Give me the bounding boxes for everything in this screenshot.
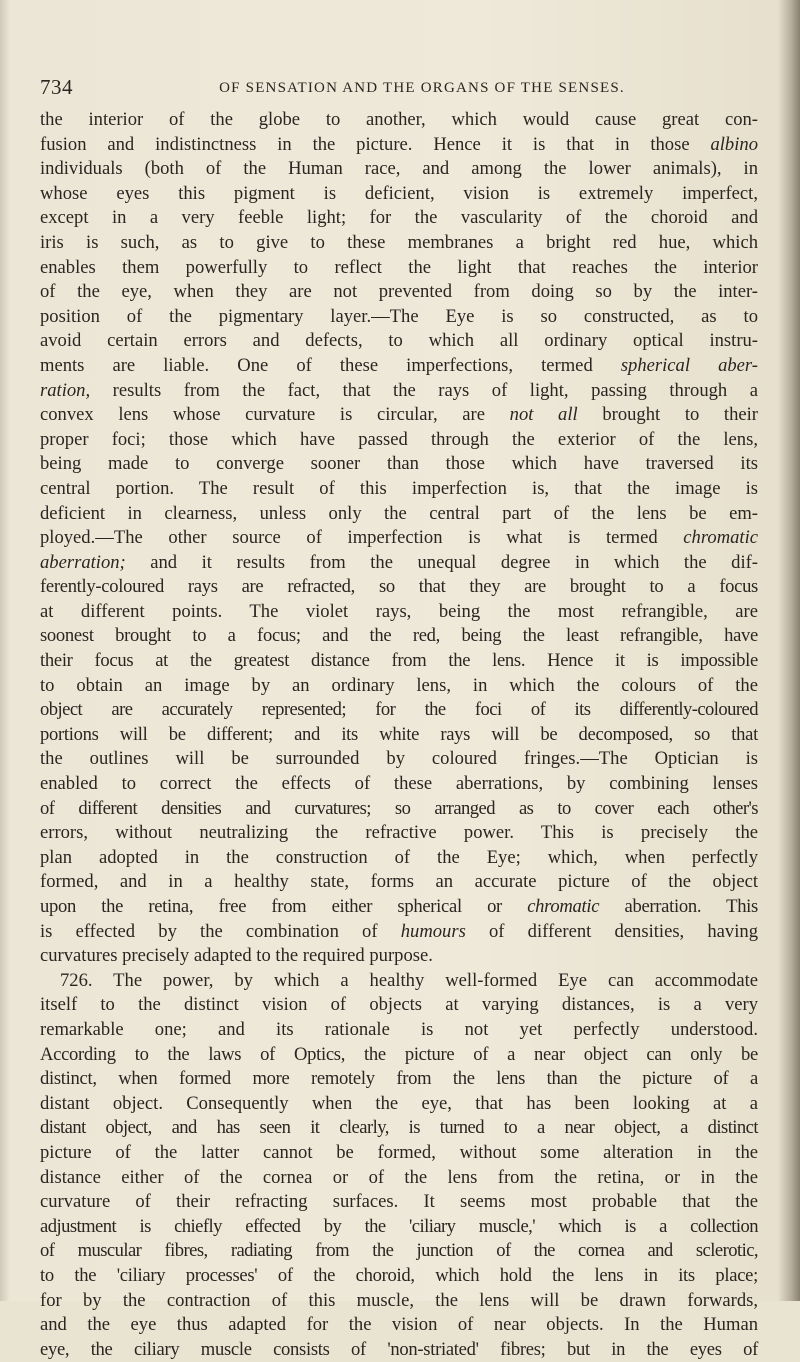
text-line: ration, results from the fact, that the rays of light, passing through a	[40, 379, 758, 401]
page-number: 734	[40, 75, 73, 99]
text-line: the outlines will be surrounded by coloured fringes.—The Optician is	[40, 748, 758, 770]
text-line: of the eye, when they are not prevented from doing so by the inter-	[40, 281, 758, 303]
running-head: OF SENSATION AND THE ORGANS OF THE SENSES.	[219, 80, 625, 96]
text-line: upon the retina, free from either spherical or chromatic aberration. This	[40, 896, 758, 917]
text-line: ments are liable. One of these imperfections, termed spherical aber-	[40, 354, 758, 376]
text-line: ferently-coloured rays are refracted, so that they are brought to a focus	[40, 576, 758, 598]
text-line: except in a very feeble light; for the vascularity of the choroid and	[40, 207, 758, 229]
text-line: and the eye thus adapted for the vision of near objects. In the Human	[40, 1314, 758, 1336]
text-line: fusion and indistinctness in the picture. Hence it is that in those albino	[40, 133, 758, 155]
text-line: According to the laws of Optics, the picture of a near object can only be	[40, 1043, 758, 1065]
text-line: enabled to correct the effects of these aberrations, by combining lenses	[40, 773, 758, 795]
text-line: distant object, and has seen it clearly, is turned to a near object, a distinct	[40, 1117, 758, 1139]
text-line: soonest brought to a focus; and the red, being the least refrangible, have	[40, 625, 758, 647]
text-line: remarkable one; and its rationale is not yet perfectly understood.	[40, 1018, 758, 1040]
text-line: of different densities and curvatures; so arranged as to cover each other's	[40, 797, 758, 819]
text-line: deficient in clearness, unless only the central part of the lens be em-	[40, 502, 758, 524]
text-line: individuals (both of the Human race, and among the lower animals), in	[40, 158, 758, 180]
text-line: the interior of the globe to another, which would cause great con-	[40, 109, 758, 130]
text-line: for by the contraction of this muscle, the lens will be drawn forwards,	[40, 1289, 758, 1311]
page-edge-shadow	[778, 0, 800, 1301]
text-line: to the 'ciliary processes' of the choroid, which hold the lens in its place;	[40, 1264, 758, 1286]
body-text	[40, 108, 758, 1362]
text-line: to obtain an image by an ordinary lens, in which the colours of the	[40, 674, 758, 696]
text-line: whose eyes this pigment is deficient, vision is extremely imperfect,	[40, 182, 758, 204]
text-line: portions will be different; and its white rays will be decomposed, so that	[40, 723, 758, 745]
text-line: ployed.—The other source of imperfection is what is termed chromatic	[40, 527, 758, 549]
text-line: central portion. The result of this imperfection is, that the image is	[40, 477, 758, 499]
text-line: curvatures precisely adapted to the required purpose.	[40, 945, 433, 967]
text-line: at different points. The violet rays, being the most refrangible, are	[40, 600, 758, 622]
text-line: proper foci; those which have passed through the exterior of the lens,	[40, 428, 758, 450]
text-line: picture of the latter cannot be formed, without some alteration in the	[40, 1141, 758, 1163]
text-line: iris is such, as to give to these membranes a bright red hue, which	[40, 231, 758, 253]
text-line: object are accurately represented; for the foci of its differently-coloured	[40, 699, 758, 721]
text-line: curvature of their refracting surfaces. It seems most probable that the	[40, 1191, 758, 1213]
text-line: position of the pigmentary layer.—The Eye is so constructed, as to	[40, 305, 758, 327]
text-line: avoid certain errors and defects, to which all ordinary optical instru-	[40, 330, 758, 352]
text-line: itself to the distinct vision of objects at varying distances, is a very	[40, 994, 758, 1016]
text-line: errors, without neutralizing the refractive power. This is precisely the	[40, 822, 758, 844]
text-line: convex lens whose curvature is circular, are not all brought to their	[40, 404, 758, 426]
text-line: plan adopted in the construction of the Eye; which, when perfectly	[40, 846, 758, 868]
text-line: distant object. Consequently when the eye, that has been looking at a	[40, 1092, 758, 1114]
text-line: is effected by the combination of humours of different densities, having	[40, 920, 758, 942]
text-line: being made to converge sooner than those which have traversed its	[40, 453, 758, 475]
text-line: eye, the ciliary muscle consists of 'non-striated' fibres; but in the eyes of	[40, 1338, 758, 1360]
binding-shadow	[0, 0, 10, 1301]
text-line: their focus at the greatest distance from the lens. Hence it is impossible	[40, 650, 758, 672]
text-line: aberration; and it results from the unequal degree in which the dif-	[40, 551, 758, 573]
text-line: distinct, when formed more remotely from the lens than the picture of a	[40, 1068, 758, 1090]
text-line: of muscular fibres, radiating from the junction of the cornea and sclerotic,	[40, 1240, 758, 1262]
text-line: adjustment is chiefly effected by the 'ciliary muscle,' which is a collection	[40, 1215, 758, 1237]
text-line: distance either of the cornea or of the lens from the retina, or in the	[40, 1166, 758, 1188]
text-line: formed, and in a healthy state, forms an accurate picture of the object	[40, 871, 758, 893]
paragraph-start: 726. The power, by which a healthy well-formed Eye can accommodate	[60, 969, 758, 991]
text-line: enables them powerfully to reflect the light that reaches the interior	[40, 256, 758, 278]
